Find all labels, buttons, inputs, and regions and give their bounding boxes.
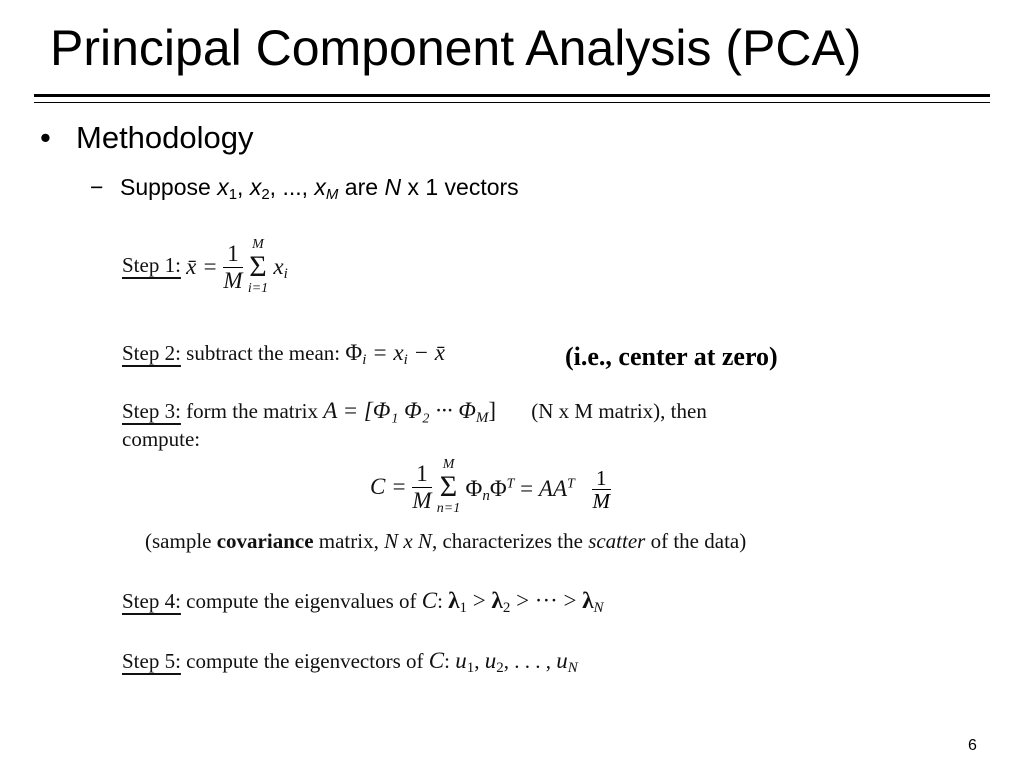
step2-formula: Step 2: subtract the mean: $\Phi_i = x_i$ − x̄ bbox=[122, 340, 445, 368]
step2-label: Step 2: bbox=[122, 341, 181, 365]
covariance-overlay-fraction: 1 M bbox=[592, 466, 610, 513]
step4-label: Step 4: bbox=[122, 589, 181, 613]
center-at-zero-note: (i.e., center at zero) bbox=[565, 342, 778, 371]
bullet-text: Methodology bbox=[76, 120, 254, 155]
title-rule-thin bbox=[34, 102, 990, 103]
sub-bullet-marker: − bbox=[90, 174, 104, 200]
title-rule-thick bbox=[34, 94, 990, 97]
bullet-marker: • bbox=[40, 120, 51, 155]
step3-compute: compute: bbox=[122, 427, 201, 451]
step1-label: Step 1: bbox=[122, 252, 181, 277]
step3-label: Step 3: bbox=[122, 399, 181, 423]
covariance-note: (sample covariance matrix, N x N, characterizes the scatter of the data) bbox=[145, 529, 747, 553]
step3-formula: Step 3: form the matrix A = [Φ₁ Φ₂ ··· $\Phi_M$] (N x M matrix), then bbox=[122, 398, 707, 426]
covariance-formula: C = $\frac{1}{M}$ M Σ n=1 $\Phi_n\Phi^T = AA^T$ bbox=[370, 457, 575, 516]
step1-formula: Step 1: x̄ = $\frac{1}{M}$ M Σ i=1 $x_i$ bbox=[122, 237, 288, 296]
step5-label: Step 5: bbox=[122, 649, 181, 673]
step5-formula: Step 5: compute the eigenvectors of C: $u_1$, $u_2$, . . . , $u_N$ bbox=[122, 648, 578, 676]
sub-bullet-suppose: − Suppose $x_1$, $x_2$, ..., $x_M$ are N x 1 vectors bbox=[90, 174, 519, 203]
slide-title: Principal Component Analysis (PCA) bbox=[50, 20, 862, 76]
page-number: 6 bbox=[968, 737, 977, 754]
step4-formula: Step 4: compute the eigenvalues of C: $\lambda_1 > \lambda_2$ > ··· > $\lambda_N$ bbox=[122, 588, 604, 616]
bullet-methodology bbox=[40, 118, 254, 158]
